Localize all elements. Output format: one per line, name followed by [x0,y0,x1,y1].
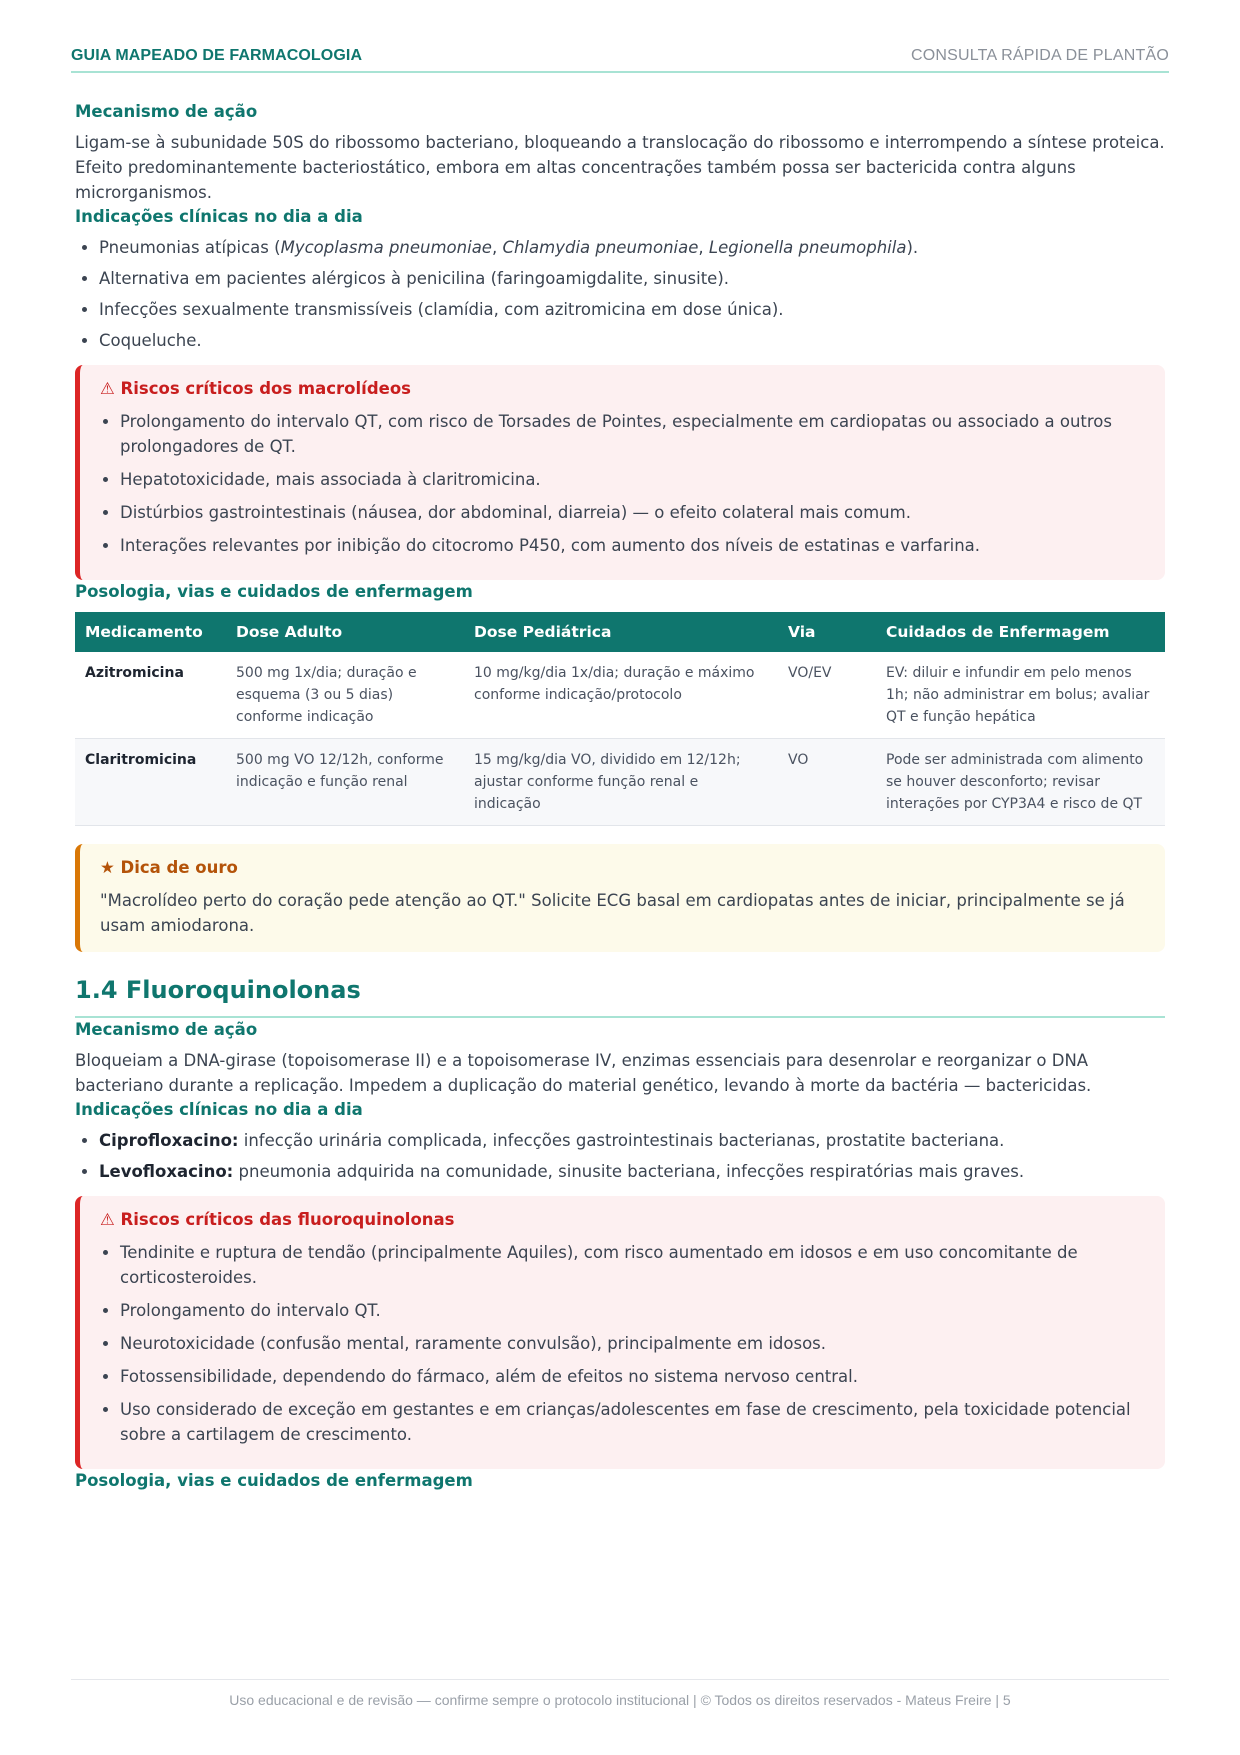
column-header: Medicamento [75,612,226,652]
fluoro-dosage-title: Posologia, vias e cuidados de enfermagem [75,1471,473,1490]
list-item: • Hepatotoxicidade, mais associada à claritromicina. [120,467,1141,492]
page-footer [71,1679,1169,1708]
tip-title-text: Dica de ouro [120,858,238,877]
macrolides-mechanism-text: Ligam-se à subunidade 50S do ribossomo bacteriano, bloqueando a translocação do ribossomo e interrompendo a síntese proteica. Efeito predominantemente bacteriostático, embora em altas concentrações também possa ser bactericida contra alguns microrganismos. [75,133,1165,202]
separator: , [698,238,709,257]
fluoro-indications-title: Indicações clínicas no dia a dia [75,1100,363,1119]
table-header-row [75,612,1165,652]
column-header: Via [778,612,876,652]
table-cell: 500 mg 1x/dia; duração e esquema (3 ou 5 dias) conforme indicação [226,652,464,739]
table-row [75,739,1165,826]
list-item: • Neurotoxicidade (confusão mental, raramente convulsão), principalmente em idosos. [120,1331,1141,1356]
separator: , [491,238,503,257]
risk-callout-title [100,377,1141,401]
table-cell: Pode ser administrada com alimento se houver desconforto; revisar interações por CYP3A4 e risco de QT [876,739,1165,826]
table-cell: 10 mg/kg/dia 1x/dia; duração e máximo conforme indicação/protocolo [464,652,778,739]
list-item: • Infecções sexualmente transmissíveis (clamídia, com azitromicina em dose única). [99,297,1165,322]
header-subtitle: CONSULTA RÁPIDA DE PLANTÃO [910,47,1169,64]
table-cell: 500 mg VO 12/12h, conforme indicação e função renal [226,739,464,826]
risk-title-text: Riscos críticos dos macrolídeos [120,379,411,398]
table-cell: VO/EV [778,652,876,739]
footer-text: Uso educacional e de revisão — confirme sempre o protocolo institucional | © Todos os direitos reservados - Mateus Freire | 5 [229,1692,1011,1708]
warning-icon: ⚠ [100,379,115,398]
risk-callout-title [100,1208,1141,1232]
table-cell: Claritromicina [75,739,226,826]
list-item [99,1159,1165,1184]
macrolides-indications-list [75,235,1165,353]
table-row [75,652,1165,739]
fluoro-indications-list [75,1128,1165,1184]
list-item: • Uso considerado de exceção em gestantes e em crianças/adolescentes em fase de crescimento, pela toxicidade potencial sobre a cartilagem de crescimento. [120,1397,1141,1447]
warning-icon: ⚠ [100,1210,115,1229]
list-item: • Fotossensibilidade, dependendo do fármaco, além de efeitos no sistema nervoso central. [120,1364,1141,1389]
list-item [99,235,1165,260]
list-item: • Prolongamento do intervalo QT. [120,1298,1141,1323]
page-header [71,44,1169,73]
star-icon: ★ [100,858,115,877]
indication-text: infecção urinária complicada, infecções gastrointestinais bacterianas, prostatite bacteriana. [238,1131,1005,1150]
gold-tip-callout [75,844,1165,952]
fluoro-risk-callout [75,1196,1165,1469]
list-item: • Tendinite e ruptura de tendão (principalmente Aquiles), com risco aumentado em idosos e em uso concomitante de corticosteroides. [120,1240,1141,1290]
table-cell: Azitromicina [75,652,226,739]
dosage-table [75,612,1165,826]
risk-list [100,1240,1141,1447]
header-title: GUIA MAPEADO DE FARMACOLOGIA [71,47,363,64]
list-item: • Alternativa em pacientes alérgicos à penicilina (faringoamigdalite, sinusite). [99,266,1165,291]
column-header: Dose Pediátrica [464,612,778,652]
list-item: • Distúrbios gastrointestinais (náusea, dor abdominal, diarreia) — o efeito colateral mais comum. [120,500,1141,525]
list-item: • Interações relevantes por inibição do citocromo P450, com aumento dos níveis de estatinas e varfarina. [120,533,1141,558]
fluoro-mechanism-title: Mecanismo de ação [75,1020,258,1039]
column-header: Cuidados de Enfermagem [876,612,1165,652]
page-content [75,100,1165,1493]
macrolides-risk-callout [75,365,1165,580]
drug-name: Ciprofloxacino: [99,1131,239,1150]
table-cell: VO [778,739,876,826]
macrolides-mechanism-title: Mecanismo de ação [75,102,258,121]
risk-list [100,409,1141,558]
risk-title-text: Riscos críticos das fluoroquinolonas [120,1210,455,1229]
fluoro-mechanism-text: Bloqueiam a DNA-girase (topoisomerase II) e a topoisomerase IV, enzimas essenciais para desenrolar e reorganizar o DNA bacteriano durante a replicação. Impedem a duplicação do material genético, levando à morte da bactéria — bactericidas. [75,1051,1092,1095]
indication-text: ). [906,238,919,257]
organism-name: Chlamydia pneumoniae [502,238,699,257]
table-cell: EV: diluir e infundir em pelo menos 1h; não administrar em bolus; avaliar QT e função hepática [876,652,1165,739]
macrolides-indications-title: Indicações clínicas no dia a dia [75,207,363,226]
list-item: • Coqueluche. [99,328,1165,353]
list-item: • Prolongamento do intervalo QT, com risco de Torsades de Pointes, especialmente em cardiopatas ou associado a outros prolongadores de QT. [120,409,1141,459]
list-item [99,1128,1165,1153]
tip-text: "Macrolídeo perto do coração pede atenção ao QT." Solicite ECG basal em cardiopatas antes de iniciar, principalmente se já usam amiodarona. [100,891,1125,935]
section-title-fluoroquinolones: 1.4 Fluoroquinolonas [75,974,1165,1018]
indication-text: pneumonia adquirida na comunidade, sinusite bacteriana, infecções respiratórias mais graves. [233,1162,1025,1181]
drug-name: Levofloxacino: [99,1162,234,1181]
organism-name: Mycoplasma pneumoniae [280,238,492,257]
column-header: Dose Adulto [226,612,464,652]
tip-callout-title [100,856,1141,880]
macrolides-dosage-title: Posologia, vias e cuidados de enfermagem [75,582,473,601]
table-cell: 15 mg/kg/dia VO, dividido em 12/12h; ajustar conforme função renal e indicação [464,739,778,826]
organism-name: Legionella pneumophila [708,238,907,257]
indication-text: Pneumonias atípicas ( [99,238,281,257]
